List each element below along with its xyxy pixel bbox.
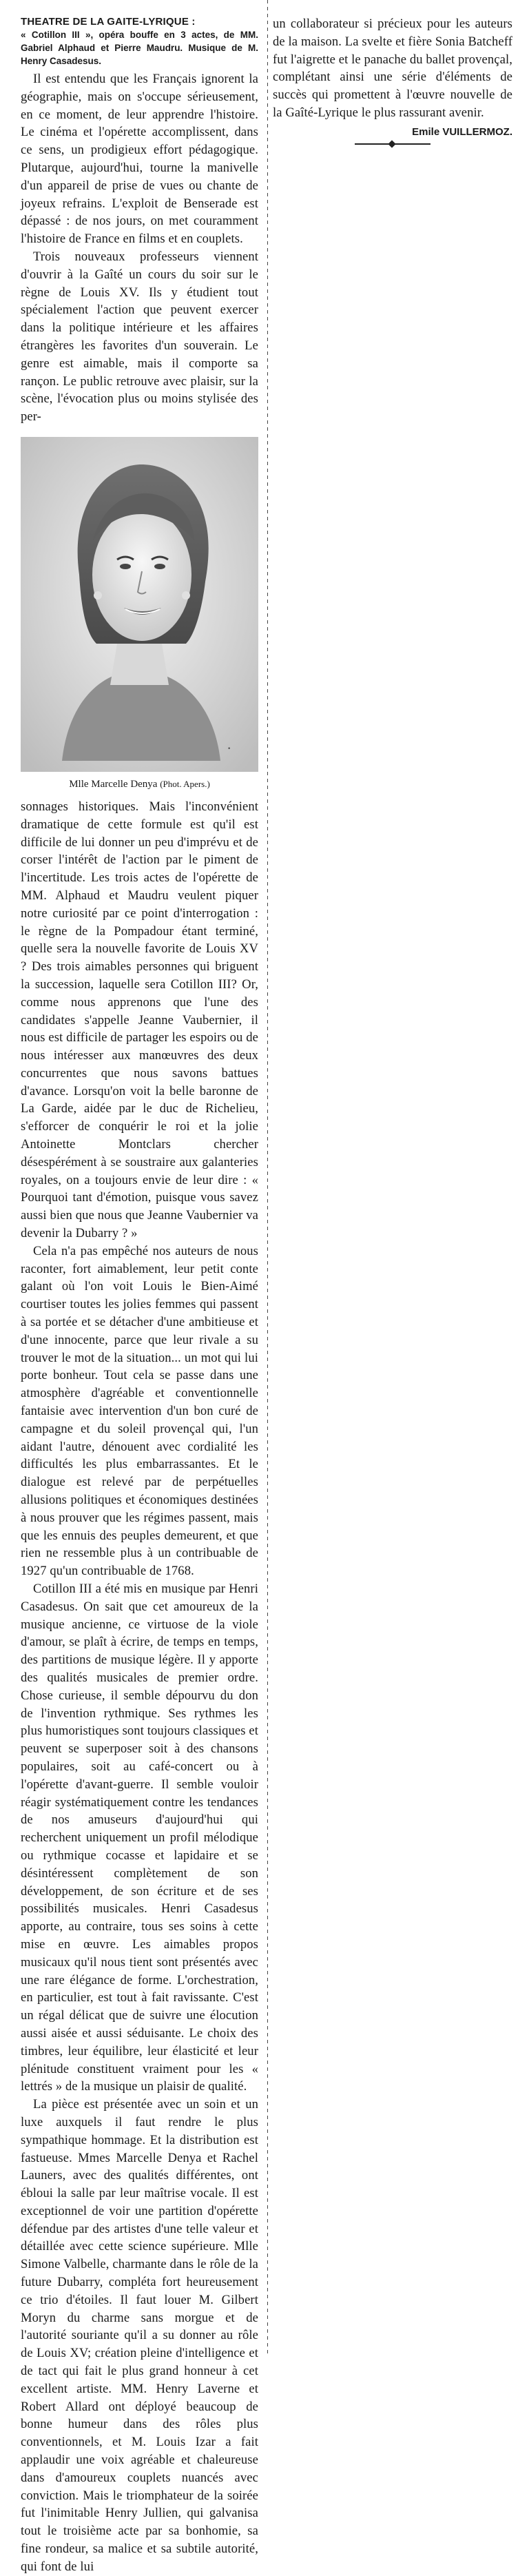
caption-name: Mlle Marcelle Denya	[69, 778, 158, 790]
author-signature: Emile VUILLERMOZ.	[412, 125, 512, 138]
paragraph-2: Trois nouveaux professeurs viennent d'ouvrir à la Gaîté un cours du soir sur le règne de Louis XV. Ils y étudient tout spécialement l'action que peuvent exercer dans la politique intérieure et les affaires étrangères les favorites d'un souverain. Le genre est aimable, mais il comporte sa rançon. Le public retrouve avec plaisir, sur la scène, l'évocation plus ou moins stylisée des per-	[21, 249, 258, 425]
caption-credit: (Phot. Apers.)	[160, 778, 210, 789]
portrait-illustration	[21, 437, 258, 772]
svg-text:•: •	[227, 745, 231, 753]
paragraph-3: sonnages historiques. Mais l'inconvénient dramatique de cette formule est qu'il est difficile de lui donner un peu d'imprévu et de corser l'intérêt de l'action par le piment de l'incertitude. Les trois actes de l'opérette de MM. Alphaud et Maudru veulent piquer notre curiosité par ce point d'interrogation : le règne de la Pompadour étant terminé, quelle sera la nouvelle favorite de Louis XV ? Des trois aimables personnes qui briguent la succession, laquelle sera Cotillon III? Or, comme nous apprenons que l'une des candidates s'appelle Jeanne Vaubernier, il nous est difficile de partager les espoirs ou de nous intéresser aux manœuvres des deux concurrentes que nous savons battues d'avance. Lorsqu'on voit la belle baronne de La Garde, aidée par le duc de Richelieu, s'efforcer de conquérir le roi et la jolie Antoinette Montclars chercher désespérément à se soustraire aux galanteries royales, on a toujours envie de leur dire : « Pourquoi tant d'émotion, puisque vous savez aussi bien que nous que Jeanne Vaubernier va devenir la Dubarry ? »	[21, 799, 258, 1241]
paragraph-6: La pièce est présentée avec un soin et un luxe auxquels il faut rendre le plus sympathique hommage. Et la distribution est fastueuse. Mmes Marcelle Denya et Rachel Launers, avec des qualités différentes, ont ébloui la salle par leur maîtrise vocale. Il est exceptionnel de voir une partition d'opérette défendue par des artistes d'une telle valeur et détaillée avec cette science supérieure. Mlle Simone Valbelle, charmante dans le rôle de la future Dubarry, compléta fort heureusement ce trio d'étoiles. Il faut louer M. Gilbert Moryn du charme sans morgue et de l'autorité souriante qu'il a su donner au rôle de Louis XV; création pleine d'intelligence et de tact qui fait le plus grand honneur à cet excellent artiste. MM. Henry Laverne et Robert Allard ont déployé beaucoup de bonne humeur dans des rôles plus conventionnels, et M. Louis Izar a fait applaudir une voix agréable et chaleureuse dans d'amoureux couplets nuancés avec conviction. Mais le triomphateur de la soirée fut l'inimitable Henry Jullien, qui galvanisa tout le troisième acte par sa bonhomie, sa fine rondeur, sa malice et sa subtile autorité, qui font de lui	[21, 2097, 258, 2574]
portrait-photo	[21, 437, 258, 772]
paragraph-1: Il est entendu que les Français ignorent la géographie, mais on s'occupe sérieusement, en ce moment, de leur apprendre l'histoire. Le cinéma et l'opérette accomplissent, dans ce sens, un prodigieux effort pédagogique. Plutarque, aujourd'hui, tourne la manivelle d'un appareil de prise de vues ou chante de joyeux refrains. L'exploit de Benserade est dépassé : de nos jours, on met couramment l'histoire de France en films et en couplets.	[21, 72, 258, 247]
article-subheading: « Cotillon III », opéra bouffe en 3 actes, de MM. Gabriel Alphaud et Pierre Maudru. Musique de M. Henry Casadesus.	[21, 30, 258, 66]
paragraph-4: Cela n'a pas empêché nos auteurs de nous raconter, fort aimablement, leur petit conte galant où l'on voit Louis le Bien-Aimé courtiser toutes les jolies femmes qui passent à sa portée et se détacher d'une ambitieuse et d'une innocente, parce que leur rivale a su trouver le mot de la situation... un mot qui lui porte bonheur. Tout cela se passe dans une atmosphère d'agréable et conventionnelle fantaisie avec intervention d'un bon curé de campagne et du soleil provençal qui, l'un aidant l'autre, dénouent avec cordialité les difficultés les plus embarrassantes. Et le dialogue est relevé par de perpétuelles allusions politiques et économiques destinées à nous prouver que les régimes passent, mais que les ennuis des peuples demeurent, et que rien ne ressemble plus à un contribuable de 1927 qu'un contribuable de 1768.	[21, 1243, 258, 1579]
column-divider	[267, 0, 268, 2355]
diamond-rule-icon	[355, 143, 431, 145]
left-column	[21, 15, 258, 2576]
paragraph-5: Cotillon III a été mis en musique par Henri Casadesus. On sait que cet amoureux de la musique ancienne, ce virtuose de la viole d'amour, se plaît à écrire, de temps en temps, des partitions de musique légère. Il y apporte des qualités musicales de premier ordre. Chose curieuse, il semble dépourvu du don de l'invention rythmique. Ses rythmes les plus humoristiques sont toujours classiques et peuvent se superposer soit à des chansons populaires, soit au café-concert ou à l'opérette d'avant-guerre. Il semble vouloir réagir systématiquement contre les tendances de nos amuseurs d'aujourd'hui qui recherchent uniquement un profil mélodique ou rythmique cocasse et lapidaire et se désintéressent complètement de son développement, de son écriture et de ses possibilités musicales. Henri Casadesus apporte, au contraire, tous ses soins à cette mise en œuvre. Les aimables propos musicaux qu'il nous tient sont présentés avec une rare élégance de forme. L'orchestration, en particulier, est tout à fait ravissante. C'est un régal délicat que de suivre une élocution aussi aisée et aussi séduisante. Le choix des timbres, leur équilibre, leur élasticité et leur plénitude constituent vraiment pour les « lettrés » de la musique un plaisir de qualité.	[21, 1582, 258, 2094]
right-column	[273, 15, 512, 145]
article-heading: THEATRE DE LA GAITE-LYRIQUE :	[21, 16, 196, 28]
right-column-paragraph: un collaborateur si précieux pour les auteurs de la maison. La svelte et fière Sonia Batcheff fut l'aigrette et le panache du ballet provençal, complétant ainsi une série d'éléments de succès qui promettent à l'œuvre nouvelle de la Gaîté-Lyrique le plus rassurant avenir.	[273, 17, 512, 120]
photo-caption	[21, 777, 258, 791]
